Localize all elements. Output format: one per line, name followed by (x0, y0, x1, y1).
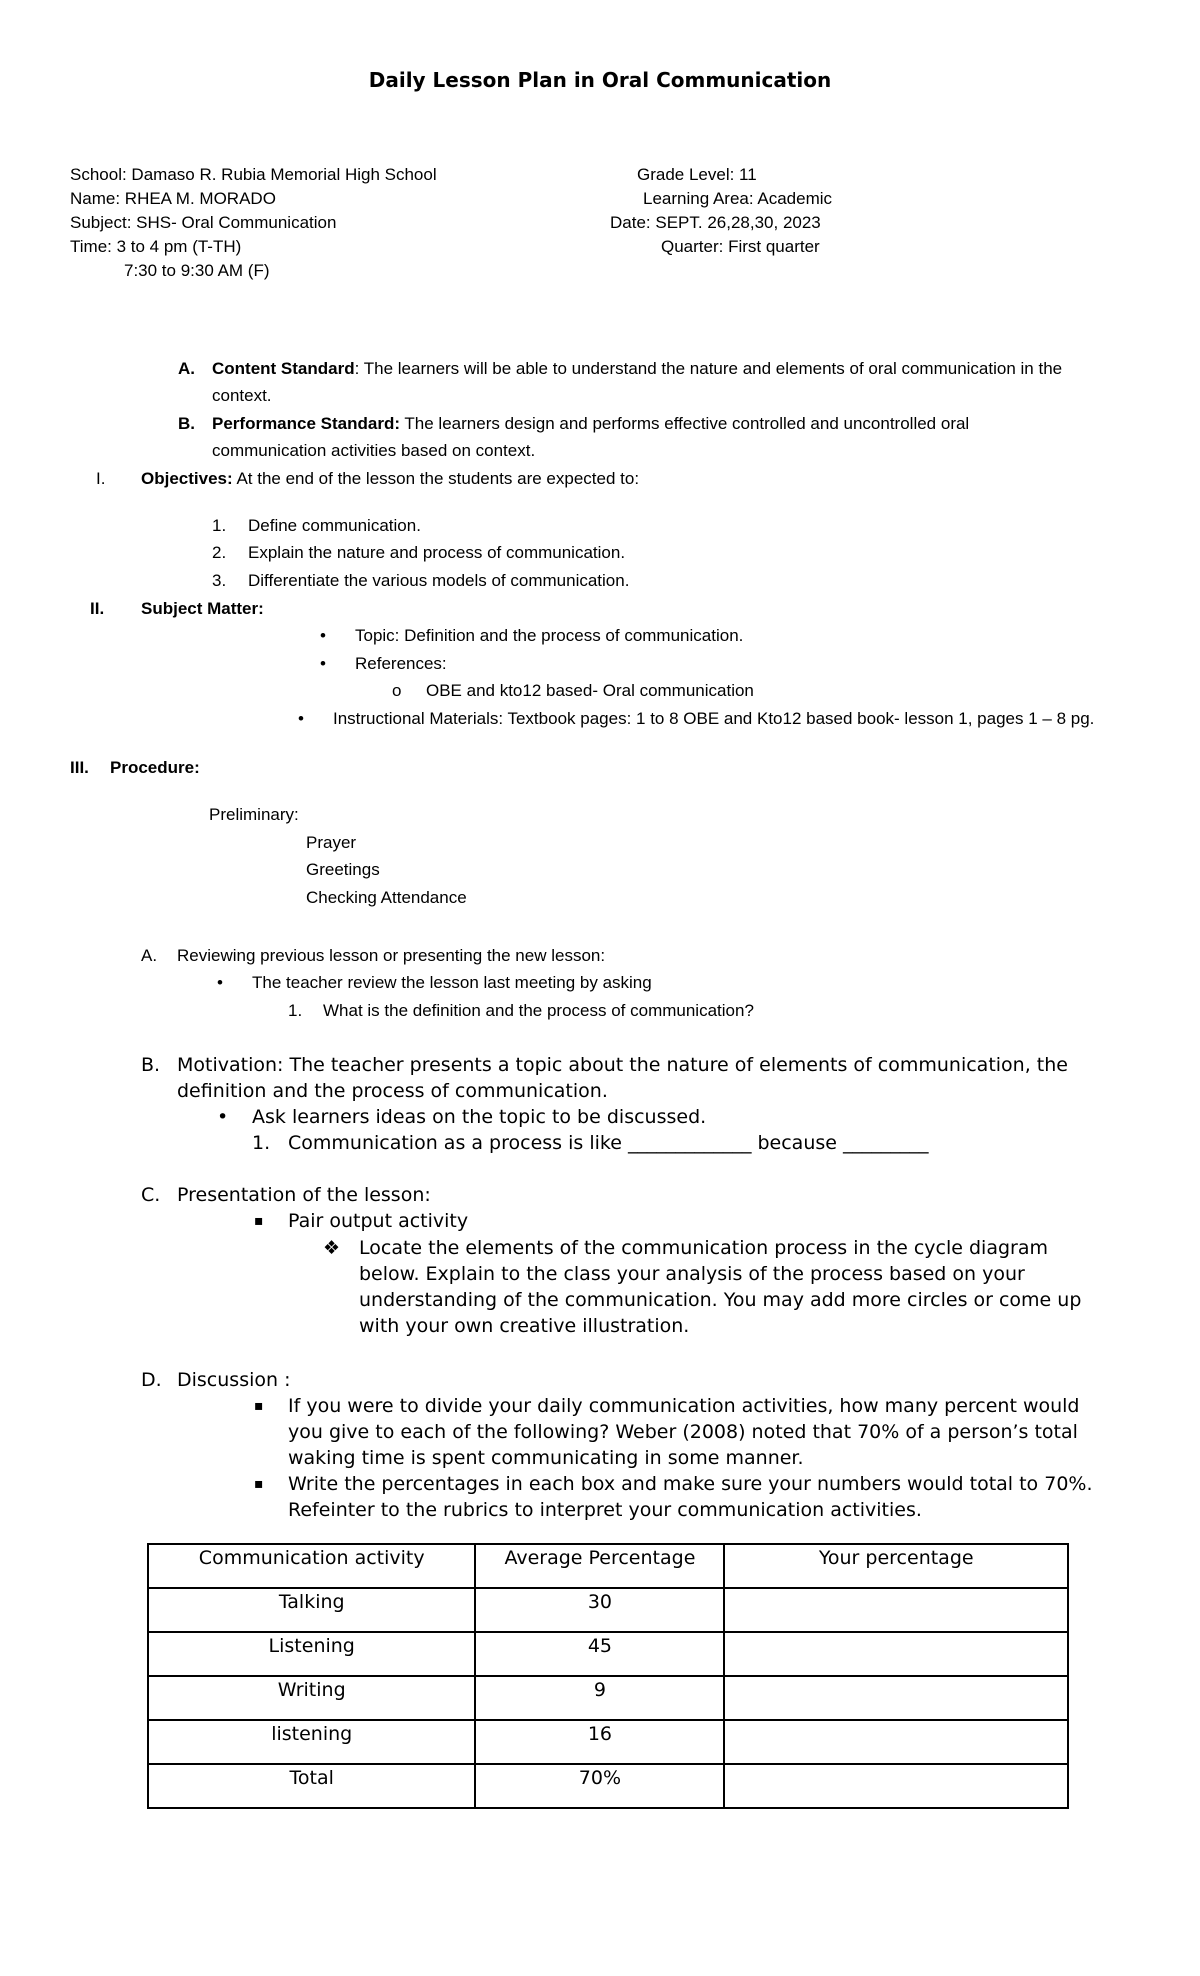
objective-item: Define communication. (248, 516, 421, 535)
preliminary-heading: Preliminary: (209, 805, 299, 824)
activity-cell: Talking (148, 1588, 475, 1632)
square-bullet-icon: ▪ (254, 1213, 264, 1229)
bullet-icon: • (217, 973, 223, 992)
header-time: Time: 3 to 4 pm (T-TH) (70, 237, 242, 256)
discussion-bullet-2-cont: Refeinter to the rubrics to interpret your communication activities. (288, 1499, 922, 1521)
objective-num: 1. (212, 516, 227, 535)
objective-item: Explain the nature and process of communication. (248, 543, 626, 562)
header-name: Name: RHEA M. MORADO (70, 189, 276, 208)
presentation-instruction-cont: understanding of the communication. You may add more circles or come up (359, 1289, 1082, 1311)
your-percentage-cell[interactable] (724, 1764, 1068, 1808)
procedure-marker: III. (70, 758, 89, 777)
discussion-text: Discussion : (177, 1369, 291, 1391)
presentation-bullet: Pair output activity (288, 1210, 469, 1232)
table-header-cell: Your percentage (724, 1544, 1068, 1588)
header-learning-area: Learning Area: Academic (643, 189, 833, 208)
objective-num: 3. (212, 571, 227, 590)
average-percentage-cell: 30 (475, 1588, 724, 1632)
instructional-materials: Instructional Materials: Textbook pages: 1 to 8 OBE and Kto12 based book- lesson 1, pages 1 – 8 pg. (333, 709, 1095, 728)
average-percentage-cell: 70% (475, 1764, 724, 1808)
procedure-a-question: What is the definition and the process of communication? (323, 1001, 754, 1020)
square-bullet-icon: ▪ (254, 1476, 264, 1492)
presentation-text: Presentation of the lesson: (177, 1184, 431, 1206)
activity-cell: Total (148, 1764, 475, 1808)
diamond-bullet-icon: ❖ (323, 1237, 341, 1259)
average-percentage-cell: 9 (475, 1676, 724, 1720)
reference-item: OBE and kto12 based- Oral communication (426, 681, 754, 700)
subject-matter-heading: Subject Matter: (141, 599, 264, 618)
bullet-icon: • (320, 654, 326, 673)
content-standard: Content Standard: The learners will be able to understand the nature and elements of oral communication in the (212, 359, 1063, 378)
procedure-a-bullet: The teacher review the lesson last meeting by asking (252, 973, 652, 992)
header-time-friday: 7:30 to 9:30 AM (F) (124, 261, 270, 280)
header-school: School: Damaso R. Rubia Memorial High School (70, 165, 437, 184)
header-grade-level: Grade Level: 11 (637, 165, 757, 184)
table-row (148, 1632, 1068, 1676)
table-row (148, 1676, 1068, 1720)
objectives-marker: I. (96, 469, 106, 488)
bullet-icon: • (217, 1106, 229, 1128)
your-percentage-cell[interactable] (724, 1588, 1068, 1632)
page-title: Daily Lesson Plan in Oral Communication (368, 68, 832, 92)
your-percentage-cell[interactable] (724, 1632, 1068, 1676)
motivation-q-num: 1. (252, 1132, 271, 1154)
subject-matter-marker: II. (90, 599, 105, 618)
average-percentage-cell: 16 (475, 1720, 724, 1764)
discussion-bullet-1-cont: waking time is spent communicating in some manner. (288, 1447, 804, 1469)
activity-cell: Writing (148, 1676, 475, 1720)
activity-cell: listening (148, 1720, 475, 1764)
procedure-a-text: Reviewing previous lesson or presenting the new lesson: (177, 946, 606, 965)
motivation-bullet: Ask learners ideas on the topic to be discussed. (252, 1106, 707, 1128)
procedure-heading: Procedure: (110, 758, 200, 777)
discussion-bullet-1: If you were to divide your daily communication activities, how many percent would (288, 1395, 1080, 1417)
square-bullet-icon: ▪ (254, 1398, 264, 1414)
procedure-a-q-num: 1. (288, 1001, 303, 1020)
average-percentage-cell: 45 (475, 1632, 724, 1676)
header-subject: Subject: SHS- Oral Communication (70, 213, 337, 232)
motivation-question: Communication as a process is like _____________ because _________ (288, 1132, 929, 1154)
preliminary-item: Greetings (306, 860, 380, 879)
discussion-bullet-1-cont: you give to each of the following? Weber (2008) noted that 70% of a person’s total (288, 1421, 1078, 1443)
your-percentage-cell[interactable] (724, 1720, 1068, 1764)
presentation-instruction-cont: below. Explain to the class your analysis of the process based on your (359, 1263, 1025, 1285)
motivation-text: Motivation: The teacher presents a topic about the nature of elements of communication, the (177, 1054, 1068, 1076)
bullet-icon: • (298, 709, 304, 728)
header-quarter: Quarter: First quarter (661, 237, 820, 256)
table-header-row (148, 1544, 1068, 1588)
table-total-row (148, 1764, 1068, 1808)
bullet-icon: • (320, 626, 326, 645)
subject-topic: Topic: Definition and the process of communication. (355, 626, 744, 645)
preliminary-item: Checking Attendance (306, 888, 467, 907)
procedure-d-marker: D. (141, 1369, 162, 1391)
your-percentage-cell[interactable] (724, 1676, 1068, 1720)
performance-standard: Performance Standard: The learners design and performs effective controlled and uncontrolled oral (212, 414, 970, 433)
performance-standard-marker: B. (178, 414, 195, 433)
objective-num: 2. (212, 543, 227, 562)
procedure-b-marker: B. (141, 1054, 161, 1076)
content-standard-marker: A. (178, 359, 195, 378)
objectives-heading: Objectives: At the end of the lesson the students are expected to: (141, 469, 640, 488)
discussion-bullet-2: Write the percentages in each box and make sure your numbers would total to 70%. (288, 1473, 1093, 1495)
performance-standard-cont: communication activities based on context. (212, 441, 536, 460)
objective-item: Differentiate the various models of communication. (248, 571, 630, 590)
communication-activity-table (147, 1543, 1069, 1809)
header-date: Date: SEPT. 26,28,30, 2023 (610, 213, 821, 232)
table-header-cell: Communication activity (148, 1544, 475, 1588)
subject-references: References: (355, 654, 447, 673)
preliminary-item: Prayer (306, 833, 357, 852)
content-standard-cont: context. (212, 386, 272, 405)
presentation-instruction-cont: with your own creative illustration. (359, 1315, 690, 1337)
presentation-instruction: Locate the elements of the communication process in the cycle diagram (359, 1237, 1048, 1259)
motivation-text-cont: definition and the process of communication. (177, 1080, 608, 1102)
procedure-a-marker: A. (141, 946, 158, 965)
table-header-cell: Average Percentage (475, 1544, 724, 1588)
table-row (148, 1588, 1068, 1632)
activity-cell: Listening (148, 1632, 475, 1676)
circle-bullet-icon: o (392, 681, 402, 700)
procedure-c-marker: C. (141, 1184, 161, 1206)
table-row (148, 1720, 1068, 1764)
